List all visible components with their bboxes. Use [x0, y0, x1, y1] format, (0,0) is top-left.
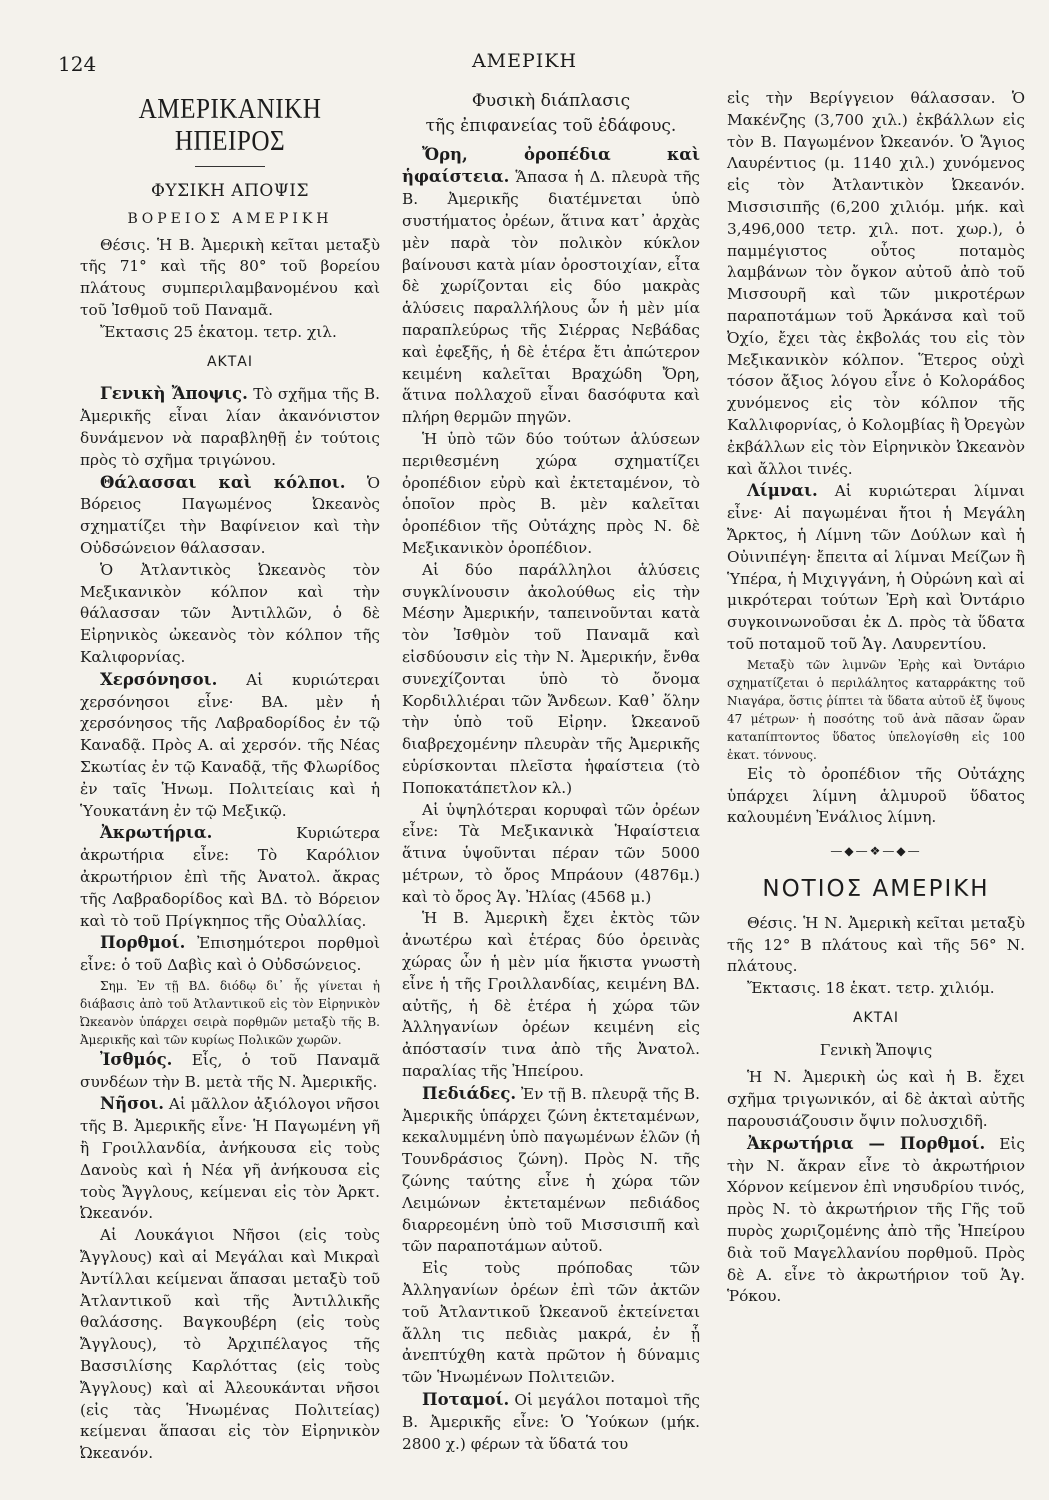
ornament-divider: —◆—❖—◆— — [830, 844, 922, 859]
paragraph-position: Θέσις. Ἡ Β. Ἀμερικὴ κεῖται μεταξὺ τῆς 71° καὶ τῆς 80° τοῦ βορείου πλάτους συμπεριλαμβανομένου καὶ τοῦ Ἰσθμοῦ τοῦ Παναμᾶ. — [80, 235, 380, 319]
text-capes: Κυριώτερα ἀκρωτήρια εἶνε: Τὸ Καρόλιον ἀκρωτήριον ἐπὶ τῆς Ἀνατολ. ἄκρας τῆς Λαβραδορίδος καὶ ΒΔ. τὸ Βόρειον καὶ τὸ τοῦ Πρίγκηπος τῆς Οὐαλλίας. — [80, 824, 380, 930]
text-islands: Αἱ μᾶλλον ἀξιόλογοι νῆσοι τῆς Β. Ἀμερικῆς εἶνε· Ἡ Παγωμένη γῆ ἢ Γροιλλανδία, ἀνήκουσα εἰς τοὺς Δανοὺς καὶ ἡ Νέα γῆ ἀνήκουσα εἰς τοὺς Ἄγγλους, κείμεναι εἰς τὸν Ἀρκτ. Ὠκεανόν. — [80, 1095, 380, 1223]
paragraph-isthmus — [80, 1049, 380, 1094]
column-right — [727, 88, 1025, 1308]
heading-general: Γενικὴ Ἄποψις. — [100, 384, 248, 404]
text-plains: Ἐν τῇ Β. πλευρᾷ τῆς Β. Ἀμερικῆς ὑπάρχει ζώνη ἐκτεταμένων, κεκαλυμμένη ὑπὸ παγωμένων ἑλῶν (ἡ Τουνδράσιος ζώνη). Πρὸς Ν. τῆς ζώνης ταύτης εἶνε ἡ χώρα τῶν Λειμώνων ἐκτεταμένων πεδιάδος διαρρεομένη ὑπὸ τοῦ Μισσισιπῆ καὶ τῶν παραποτάμων αὐτοῦ. — [402, 1084, 700, 1256]
text-rivers: Οἱ μεγάλοι ποταμοὶ τῆς Β. Ἀμερικῆς εἶνε: Ὁ Ὑούκων (μήκ. 2800 χ.) φέρων τὰ ὕδατά του — [402, 1391, 700, 1453]
paragraph-straits — [80, 932, 380, 977]
heading-plains: Πεδιάδες. — [422, 1083, 517, 1103]
paragraph-mountains — [402, 144, 700, 429]
section-south-general: Γενικὴ Ἄποψις — [819, 1040, 933, 1059]
heading-capes: Ἀκρωτήρια. — [100, 823, 213, 843]
text-seas: Ὁ Βόρειος Παγωμένος Ὠκεανὸς σχηματίζει τὴν Βαφίνειον καὶ τὴν Οὐδσώνειον θάλασσαν. — [80, 473, 380, 557]
paragraph-atlantic: Ὁ Ἀτλαντικὸς Ὠκεανὸς τὸν Μεξικανικὸν κόλπον καὶ τὴν θάλασσαν τῶν Ἀντιλλῶν, ὁ δὲ Εἰρηνικὸς ὠκεανὸς τὸν κόλπον τῆς Καλιφορνίας. — [80, 560, 380, 666]
section-physical: ΦΥΣΙΚΗ ΑΠΟΨΙΣ — [150, 181, 309, 201]
title-rule — [195, 166, 265, 167]
heading-islands: Νῆσοι. — [100, 1094, 164, 1114]
text-peninsulas: Αἱ κυριώτεραι χερσόνησοι εἶνε· ΒΑ. μὲν ἡ χερσόνησος τῆς Λαβραδορίδος ἐν τῷ Καναδᾷ. Πρὸς Α. αἱ χερσόν. τῆς Νέας Σκωτίας ἐν τῷ Καναδᾷ, τῆς Φλωρίδος ἐν ταῖς Ἡνωμ. Πολιτείαις καὶ ἡ Ὑουκατάνη ἐν τῷ Μεξικῷ. — [80, 670, 380, 820]
column-middle — [402, 88, 700, 1455]
heading-south-capes: Ἀκρωτήρια — Πορθμοί. — [747, 1133, 986, 1153]
section-north-america: ΒΟΡΕΙΟΣ ΑΜΕΡΙΚΗ — [127, 210, 333, 227]
text-lakes: Αἱ κυριώτεραι λίμναι εἶνε· Αἱ παγωμέναι ἤτοι ἡ Μεγάλη Ἄρκτος, ἡ Λίμνη τῶν Δούλων καὶ ἡ Οὐινιπέγη· ἔπειτα αἱ λίμναι Μείζων ἢ Ὑπέρα, ἡ Μιχιγγάνη, ἡ Οὐρώνη καὶ αἱ μικρότεραι τούτων Ἐρὴ καὶ Ὀντάριο συγκοινωνοῦσαι ἐκ Δ. πρὸς τὰ ὕδατα τοῦ ποταμοῦ τοῦ Ἁγ. Λαυρεντίου. — [727, 482, 1025, 653]
section-relief-subtitle: τῆς ἐπιφανείας τοῦ ἐδάφους. — [425, 115, 677, 136]
heading-peninsulas: Χερσόνησοι. — [100, 669, 218, 689]
paragraph-area: Ἔκτασις 25 ἑκατομ. τετρ. χιλ. — [100, 322, 337, 341]
text-straits: Ἐπισημότεροι πορθμοὶ εἶνε: ὁ τοῦ Δαβὶς καὶ ὁ Οὐδσώνειος. — [80, 934, 380, 975]
text-general: Τὸ σχῆμα τῆς Β. Ἀμερικῆς εἶναι λίαν ἀκανόνιστον δυνάμενον νὰ παραβληθῇ ἐν τούτοις πρὸς τὸ σχῆμα τριγώνου. — [80, 385, 380, 469]
note-niagara: Μεταξὺ τῶν λιμνῶν Ἐρὴς καὶ Ὀντάριο σχηματίζεται ὁ περιλάλητος καταρράκτης τοῦ Νιαγάρα, ὅστις ῥίπτει τὰ ὕδατα αὐτοῦ ἐξ ὕψους 47 μέτρων· ἡ ποσότης τοῦ ἀνὰ πᾶσαν ὥραν καταπίπτοντος ὕδατος ὑπελογίσθη εἰς 100 ἑκατ. τόννους. — [727, 657, 1025, 762]
page-number: 124 — [58, 52, 97, 76]
paragraph-peaks: Αἱ ὑψηλότεραι κορυφαὶ τῶν ὀρέων εἶνε: Τὰ Μεξικανικὰ Ἡφαίστεια ἅτινα ὑψοῦνται πέραν τῶν 5000 μέτρων, τὸ ὄρος Μπράουν (4876μ.) καὶ τὸ ὄρος Ἁγ. Ἠλίας (4568 μ.) — [402, 800, 700, 906]
heading-straits: Πορθμοί. — [100, 933, 186, 953]
section-relief-title: Φυσικὴ διάπλασις — [471, 91, 631, 111]
paragraph-capes — [80, 822, 380, 932]
paragraph-general — [80, 383, 380, 471]
text-south-capes: Εἰς τὴν Ν. ἄκραν εἶνε τὸ ἀκρωτήριον Χόρνον κείμενον ἐπὶ νησυδρίου τινός, πρὸς Ν. τὸ ἀκρωτήριον τῆς Γῆς τοῦ πυρὸς χωριζομένης ἀπὸ τῆς Ἠπείρου διὰ τοῦ Μαγελλανίου πορθμοῦ. Πρὸς δὲ Α. εἶνε τὸ ἀκρωτήριον τοῦ Ἁγ. Ῥόκου. — [727, 1134, 1025, 1306]
heading-rivers: Ποταμοί. — [422, 1390, 510, 1410]
heading-isthmus: Ἰσθμός. — [100, 1049, 173, 1069]
paragraph-lakes — [727, 480, 1025, 655]
section-south-america: ΝΟΤΙΟΣ ΑΜΕΡΙΚΗ — [762, 875, 990, 902]
chapter-title: ΑΜΕΡΙΚΑΝΙΚΗ ΗΠΕΙΡΟΣ — [138, 94, 322, 157]
paragraph-south-area: Ἔκτασις. 18 ἑκατ. τετρ. χιλιόμ. — [747, 979, 995, 998]
text-isthmus: Εἷς, ὁ τοῦ Παναμᾶ συνδέων τὴν Β. μετὰ τῆς Ν. Ἀμερικῆς. — [80, 1050, 380, 1091]
paragraph-seas — [80, 472, 380, 560]
paragraph-rivers-continued: εἰς τὴν Βερίγγειον θάλασσαν. Ὁ Μακένζης (3,700 χιλ.) ἐκβάλλων εἰς τὸν Β. Παγωμένον Ὠκεανόν. Ὁ Ἅγιος Λαυρέντιος (μ. 1140 χιλ.) χυνόμενος εἰς τὸν Ἀτλαντικὸν Ὠκεανόν. Μισσισιπῆς (6,200 χιλιόμ. μήκ. καὶ 3,496,000 τετρ. χιλ. ποτ. χωρ.), ὁ παμμέγιστος οὗτος ποταμὸς λαμβάνων τὸν ὄγκον αὐτοῦ ἀπὸ τοῦ Μισσουρῆ καὶ τῶν μικροτέρων παραποτάμων τοῦ Ἀρκάνσα καὶ τοῦ Ὀχίο, ἔχει τὰς ἐκβολάς του εἰς τὸν Μεξικανικὸν κόλπον. Ἕτερος οὐχὶ τόσον ἄξιος λόγου εἶνε ὁ Κολοράδος χυνόμενος εἰς τὸν κόλπον τῆς Καλλιφορνίας, ὁ Κολομβίας ἢ Ὀρεγὼν ἐκβάλλων εἰς τὸν Εἰρηνικὸν Ὠκεανὸν καὶ ἄλλοι τινές. — [727, 89, 1025, 478]
paragraph-peninsulas — [80, 669, 380, 823]
paragraph-plains — [402, 1083, 700, 1258]
heading-mountains: Ὄρη, ὀροπέδια καὶ ἡφαίστεια. — [402, 144, 700, 187]
column-left — [80, 88, 380, 1465]
section-south-coasts: ΑΚΤΑΙ — [852, 1009, 899, 1026]
paragraph-plateau: Ἡ ὑπὸ τῶν δύο τούτων ἁλύσεων περιθεσμένη χώρα σχηματίζει ὀροπέδιον εὐρὺ καὶ ἐκτεταμένον, τὸ ὁποῖον πρὸς Β. μὲν καλεῖται ὀροπέδιον τῆς Οὐτάχης πρὸς Ν. δὲ Μεξικανικὸν ὀροπέδιον. — [402, 429, 700, 557]
note-northwest-passage: Σημ. Ἐν τῇ ΒΔ. διόδῳ δι᾽ ἧς γίνεται ἡ διάβασις ἀπὸ τοῦ Ἀτλαντικοῦ εἰς τὸν Εἰρηνικὸν Ὠκεανὸν ὑπάρχει σειρὰ πορθμῶν μεταξὺ τῆς Β. Ἀμερικῆς καὶ τῶν κυρίως Πολικῶν χωρῶν. — [80, 978, 380, 1047]
paragraph-islands — [80, 1093, 380, 1225]
paragraph-south-capes — [727, 1133, 1025, 1308]
paragraph-south-general: Ἡ Ν. Ἀμερικὴ ὡς καὶ ἡ Β. ἔχει σχῆμα τριγωνικόν, αἱ δὲ ἀκταὶ αὐτῆς παρουσιάζουσιν ὄψιν πολυσχιδῆ. — [727, 1068, 1025, 1131]
heading-lakes: Λίμναι. — [747, 481, 818, 501]
paragraph-parallel-chains: Αἱ δύο παράλληλοι ἁλύσεις συγκλίνουσιν ἀκολούθως εἰς τὴν Μέσην Ἀμερικήν, ταπεινοῦνται κατὰ τὸν Ἰσθμὸν τοῦ Παναμᾶ καὶ εἰσδύουσιν εἰς τὴν Ν. Ἀμερικήν, ἔνθα συνεχίζονται ὑπὸ τὸ ὄνομα Κορδιλλιέραι τῶν Ἄνδεων. Καθ᾽ ὅλην τὴν ὑπὸ τοῦ Εἰρην. Ὠκεανοῦ διαβρεχομένην πλευρὰν τῆς Ἀμερικῆς εὑρίσκονται πλεῖστα ἡφαίστεια (τὸ Ποποκατάπετλον κλ.) — [402, 560, 700, 797]
text-mountains: Ἅπασα ἡ Δ. πλευρὰ τῆς Β. Ἀμερικῆς διατέμνεται ὑπὸ συστήματος ὀρέων, ἅτινα κατ᾽ ἀρχὰς μὲν παρὰ τὸν πολικὸν κύκλον βαίνουσι κατὰ μίαν ὀροστοιχίαν, εἶτα δὲ χωρίζονται εἰς δύο μακρὰς ἁλύσεις παραλλήλους ὧν ἡ μὲν μία παραπλεύρως τῆς Σιέρρας Νεβάδας καὶ ἐφεξῆς, ἡ δὲ ἑτέρα ἔτι ἀπώτερον κειμένη καλεῖται Βραχώδη Ὄρη, ἅτινα πολλαχοῦ εἶναι δασόφυτα καὶ πλήρη θερμῶν πηγῶν. — [402, 168, 700, 427]
paragraph-salt-lake: Εἰς τὸ ὀροπέδιον τῆς Οὐτάχης ὑπάρχει λίμνη ἁλμυροῦ ὕδατος καλουμένη Ἐνάλιος λίμνη. — [727, 764, 1025, 827]
heading-seas: Θάλασσαι καὶ κόλποι. — [100, 472, 346, 492]
section-coasts: ΑΚΤΑΙ — [206, 353, 253, 370]
paragraph-foothills: Εἰς τοὺς πρόποδας τῶν Ἀλληγανίων ὀρέων ἐπὶ τῶν ἀκτῶν τοῦ Ἀτλαντικοῦ Ὠκεανοῦ ἐκτείνεται ἄλλη τις πεδιὰς μακρά, ἐν ᾗ ἀνεπτύχθη κατὰ πρῶτον ἡ δύναμις τῶν Ἡνωμένων Πολιτειῶν. — [402, 1259, 700, 1387]
paragraph-south-position: Θέσις. Ἡ Ν. Ἀμερικὴ κεῖται μεταξὺ τῆς 12° Β πλάτους καὶ τῆς 56° Ν. πλάτους. — [727, 913, 1025, 976]
running-head: ΑΜΕΡΙΚΗ — [471, 50, 578, 72]
paragraph-islands-2: Αἱ Λουκάγιοι Νῆσοι (εἰς τοὺς Ἄγγλους) καὶ αἱ Μεγάλαι καὶ Μικραὶ Ἀντίλλαι κείμεναι ἅπασαι μεταξὺ τοῦ Ἀτλαντικοῦ καὶ τῆς Ἀντιλλικῆς θαλάσσης. Βαγκουβέρη (εἰς τοὺς Ἄγγλους), τὸ Ἀρχιπέλαγος τῆς Βασσιλίσης Καρλόττας (εἰς τοὺς Ἄγγλους) καὶ αἱ Ἀλεουκάνται νῆσοι (εἰς τὰς Ἡνωμένας Πολιτείας) κείμεναι ἅπασαι εἰς τὸν Εἰρηνικὸν Ὠκεανόν. — [80, 1226, 380, 1463]
paragraph-rivers — [402, 1389, 700, 1455]
paragraph-north-highlands: Ἡ Β. Ἀμερικὴ ἔχει ἐκτὸς τῶν ἀνωτέρω καὶ ἑτέρας δύο ὀρεινὰς χώρας ὧν ἡ μὲν μία ἥκιστα γνωστὴ εἶνε ἡ τῆς Γροιλλανδίας, κειμένη ΒΔ. αὐτῆς, ἡ δὲ ἑτέρα ἡ χώρα τῶν Ἀλληγανίων ὀρέων κειμένη εἰς ἀπόστασίν τινα ἀπὸ τῆς Ἀνατολ. παραλίας τῆς Ἠπείρου. — [402, 909, 700, 1081]
